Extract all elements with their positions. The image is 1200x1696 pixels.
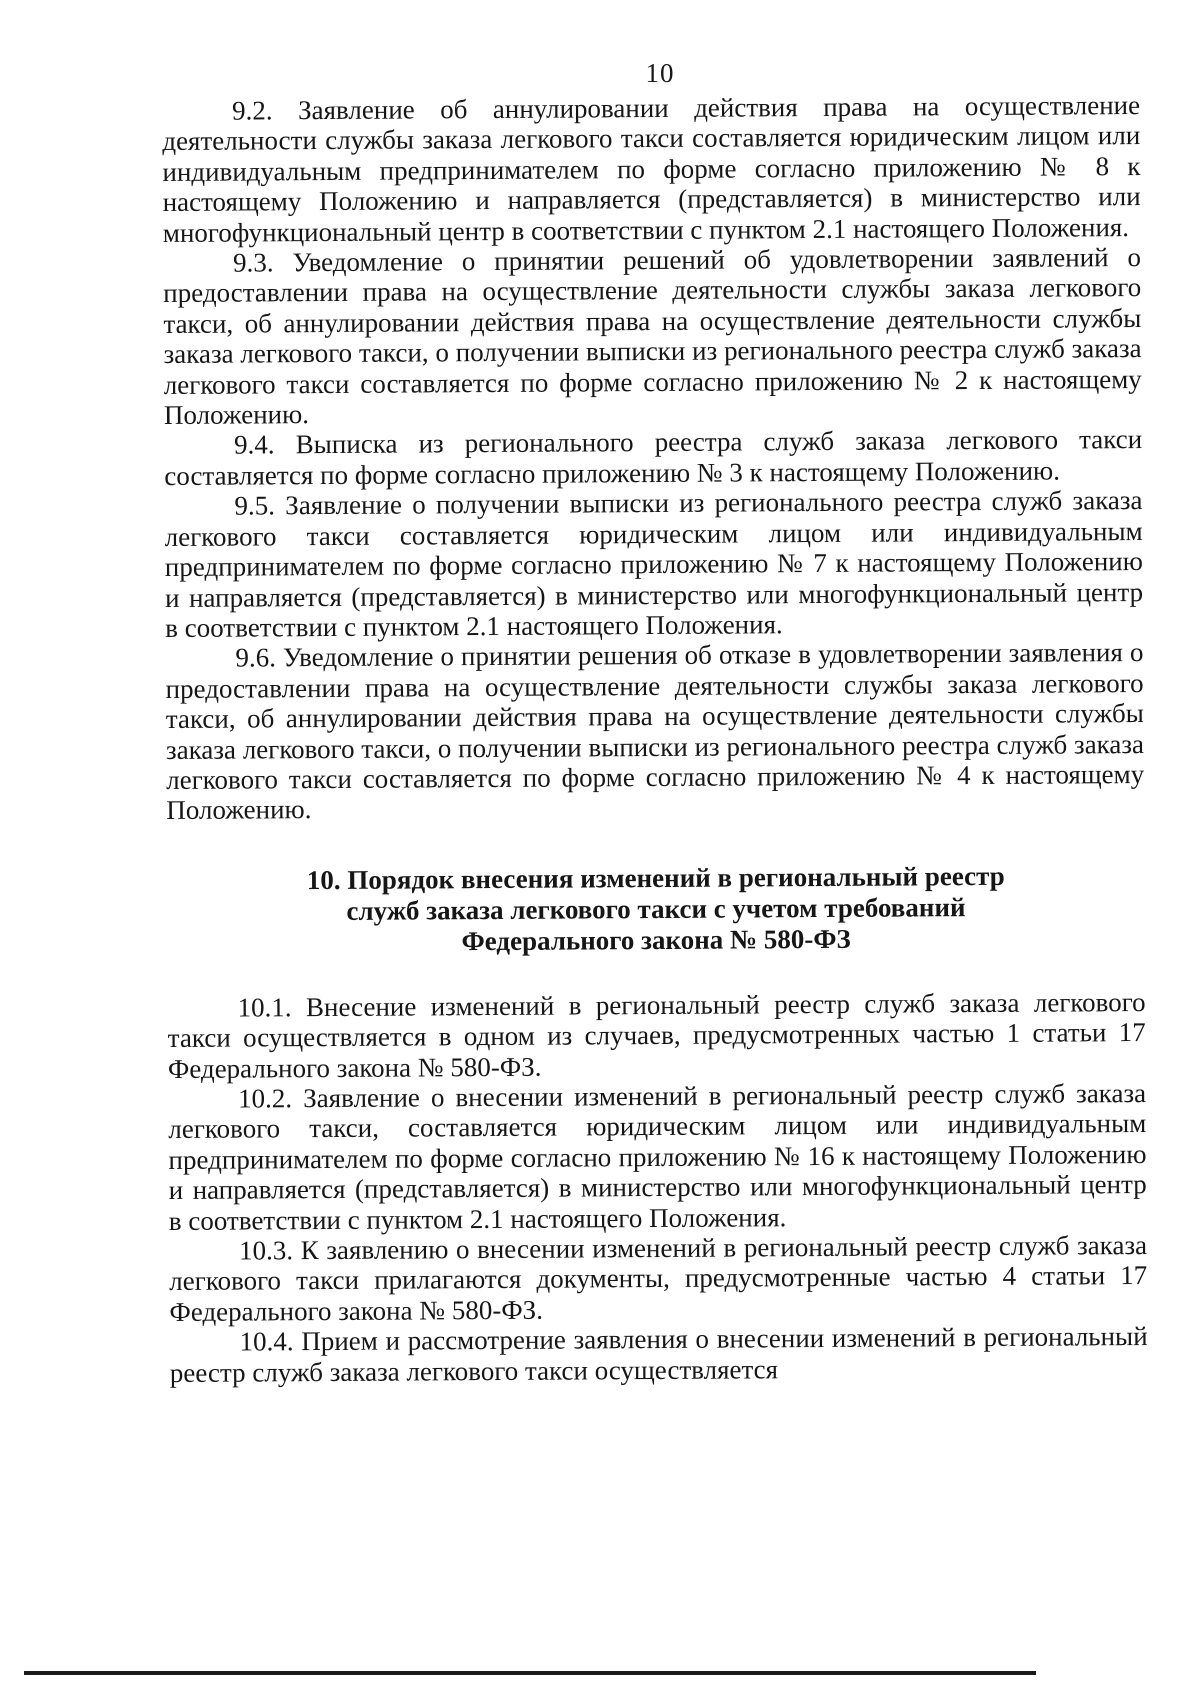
page-bottom-divider — [24, 1671, 1036, 1675]
section-heading-line: служб заказа легкового такси с учетом требований — [346, 891, 966, 926]
paragraph-9-3: 9.3. Уведомление о принятии решений об удовлетворении заявлений о предоставлении права на осуществление деятельности службы заказа легкового такси, об аннулировании действия права на осуществление деятельности службы заказа легкового такси, о получении выписки из регионального реестра служб заказа легкового такси составляется по форме согласно приложению № 2 к настоящему Положению. — [163, 242, 1142, 431]
section-heading-line: 10. Порядок внесения изменений в региональный реестр — [306, 860, 1005, 895]
paragraph-9-5: 9.5. Заявление о получении выписки из регионального реестра служб заказа легкового такси составляется юридическим лицом или индивидуальным предпринимателем по форме согласно приложению № 7 к настоящему Положению и направляется (представляется) в министерство или многофункциональный центр в соответствии с пунктом 2.1 настоящего Положения. — [164, 485, 1144, 643]
section-heading-line: Федерального закона № 580-ФЗ — [461, 923, 851, 956]
paragraph-10-2: 10.2. Заявление о внесении изменений в региональный реестр служб заказа легкового такси, составляется юридическим лицом или индивидуальным предпринимателем по форме согласно приложению № 16 к настоящему Положению и направляется (представляется) в министерство или многофункциональный центр в соответствии с пунктом 2.1 настоящего Положения. — [168, 1077, 1147, 1236]
paragraph-10-4: 10.4. Прием и рассмотрение заявления о внесении изменений в региональный реестр служб заказа легкового такси осуществляется — [169, 1321, 1148, 1388]
document-body — [162, 90, 1148, 1388]
paragraph-10-1: 10.1. Внесение изменений в региональный реестр служб заказа легкового такси осуществляется в одном из случаев, предусмотренных частью 1 статьи 17 Федерального закона № 580-ФЗ. — [167, 986, 1146, 1084]
section-10-heading — [167, 860, 1146, 959]
paragraph-9-2: 9.2. Заявление об аннулировании действия права на осуществление деятельности службы заказа легкового такси составляется юридическим лицом или индивидуальным предпринимателем по форме согласно приложению № 8 к настоящему Положению и направляется (представляется) в министерство или многофункциональный центр в соответствии с пунктом 2.1 настоящего Положения. — [162, 90, 1141, 248]
paragraph-10-3: 10.3. К заявлению о внесении изменений в региональный реестр служб заказа легкового такси прилагаются документы, предусмотренные частью 4 статьи 17 Федерального закона № 580-ФЗ. — [169, 1230, 1148, 1327]
paragraph-9-6: 9.6. Уведомление о принятии решения об отказе в удовлетворении заявления о предоставлении права на осуществление деятельности службы заказа легкового такси, об аннулировании действия права на осуществление деятельности службы заказа легкового такси, о получении выписки из регионального реестра служб заказа легкового такси составляется по форме согласно приложению № 4 к настоящему Положению. — [165, 637, 1145, 826]
paragraph-9-4: 9.4. Выписка из регионального реестра служб заказа легкового такси составляется по форме согласно приложению № 3 к настоящему Положению. — [164, 424, 1143, 491]
page-number: 10 — [645, 58, 675, 88]
